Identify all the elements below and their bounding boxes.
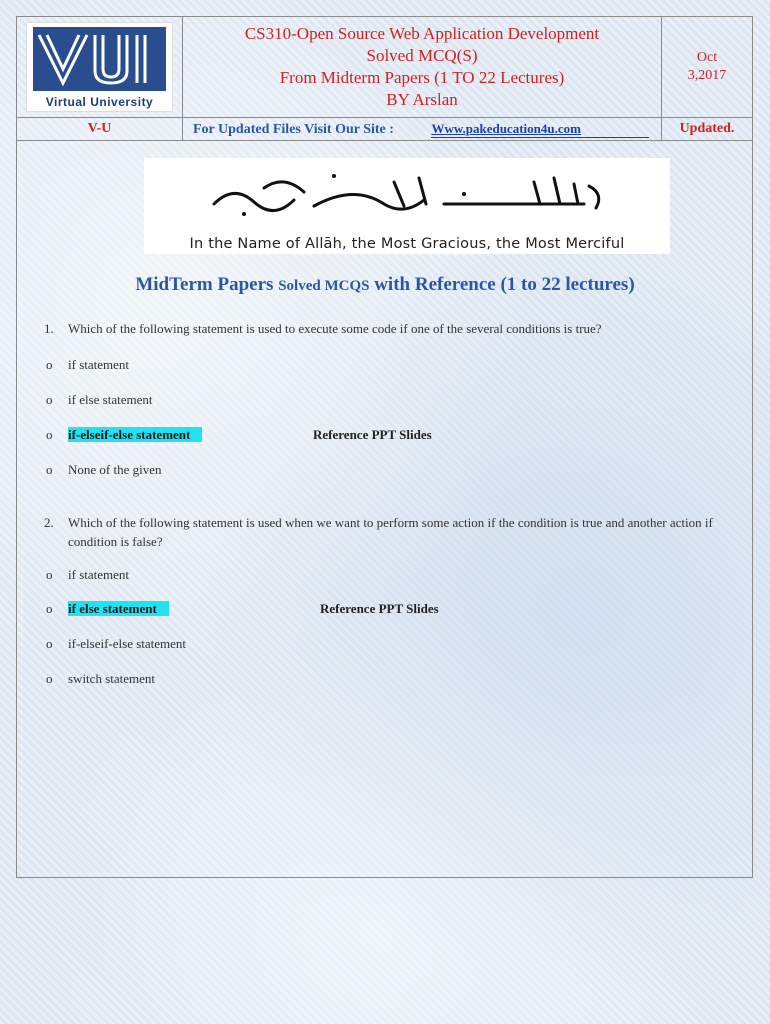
visit-text: For Updated Files Visit Our Site : [193, 121, 394, 137]
date-day-year: 3,2017 [687, 68, 727, 83]
q2-option-4 [46, 671, 155, 687]
document-title [183, 17, 662, 118]
bismillah-calligraphy [204, 164, 614, 222]
title-line-3: From Midterm Papers (1 TO 22 Lectures) [279, 68, 565, 87]
q1-option-1 [46, 357, 129, 373]
q1-option-2 [46, 392, 152, 408]
section-heading [0, 274, 770, 296]
question-1 [44, 319, 734, 338]
vu-label: V-U [17, 118, 183, 141]
title-line-1: CS310-Open Source Web Application Development [244, 24, 600, 43]
bullet-icon: o [46, 392, 53, 407]
q1-option-4 [46, 462, 162, 478]
visit-site-cell [183, 118, 662, 141]
option-text: switch statement [68, 671, 156, 686]
question-text: Which of the following statement is used when we want to perform some action if the condition is true and another action if condition is false? [68, 515, 713, 549]
bismillah-banner [144, 158, 670, 254]
highlighted-answer: if-elseif-else statement [68, 427, 202, 442]
question-text: Which of the following statement is used to execute some code if one of the several conditions is true? [68, 321, 602, 336]
question-number: 1. [44, 321, 54, 336]
q1-reference: Reference PPT Slides [313, 427, 432, 442]
bullet-icon: o [46, 601, 53, 616]
bullet-icon: o [46, 357, 53, 372]
option-text: if-elseif-else statement [68, 636, 187, 651]
heading-part-1: MidTerm Papers [135, 274, 279, 295]
title-line-4: BY Arslan [386, 90, 458, 109]
bullet-icon: o [46, 567, 53, 582]
vu-logo-mark [33, 27, 166, 91]
header-table [16, 16, 753, 141]
q2-option-3 [46, 636, 186, 652]
question-number: 2. [44, 515, 54, 530]
logo-text: Virtual University [45, 95, 154, 109]
option-text: None of the given [68, 462, 162, 477]
option-text: if statement [68, 567, 130, 582]
heading-part-2: Solved MCQS [278, 278, 370, 294]
heading-part-3: with Reference (1 to 22 lectures) [369, 274, 635, 295]
bullet-icon: o [46, 636, 53, 651]
q2-option-2-answer [46, 601, 169, 617]
date-month: Oct [696, 50, 718, 65]
page-frame [16, 16, 753, 878]
option-text: if statement [68, 357, 130, 372]
option-text: if else statement [68, 392, 153, 407]
q2-reference: Reference PPT Slides [320, 601, 439, 616]
question-2 [44, 513, 734, 551]
date-cell [662, 17, 753, 118]
bismillah-caption: In the Name of Allāh, the Most Gracious, the Most Merciful [189, 236, 625, 252]
highlighted-answer: if else statement [68, 601, 169, 616]
bullet-icon: o [46, 671, 53, 686]
logo-cell [17, 17, 183, 118]
bullet-icon: o [46, 462, 53, 477]
updated-label: Updated. [662, 118, 753, 141]
q2-option-1 [46, 567, 129, 583]
bullet-icon: o [46, 427, 53, 442]
site-link[interactable]: Www.pakeducation4u.com [431, 121, 649, 138]
title-line-2: Solved MCQ(S) [366, 46, 478, 65]
vu-logo [26, 22, 173, 112]
q1-option-3-answer [46, 427, 202, 443]
